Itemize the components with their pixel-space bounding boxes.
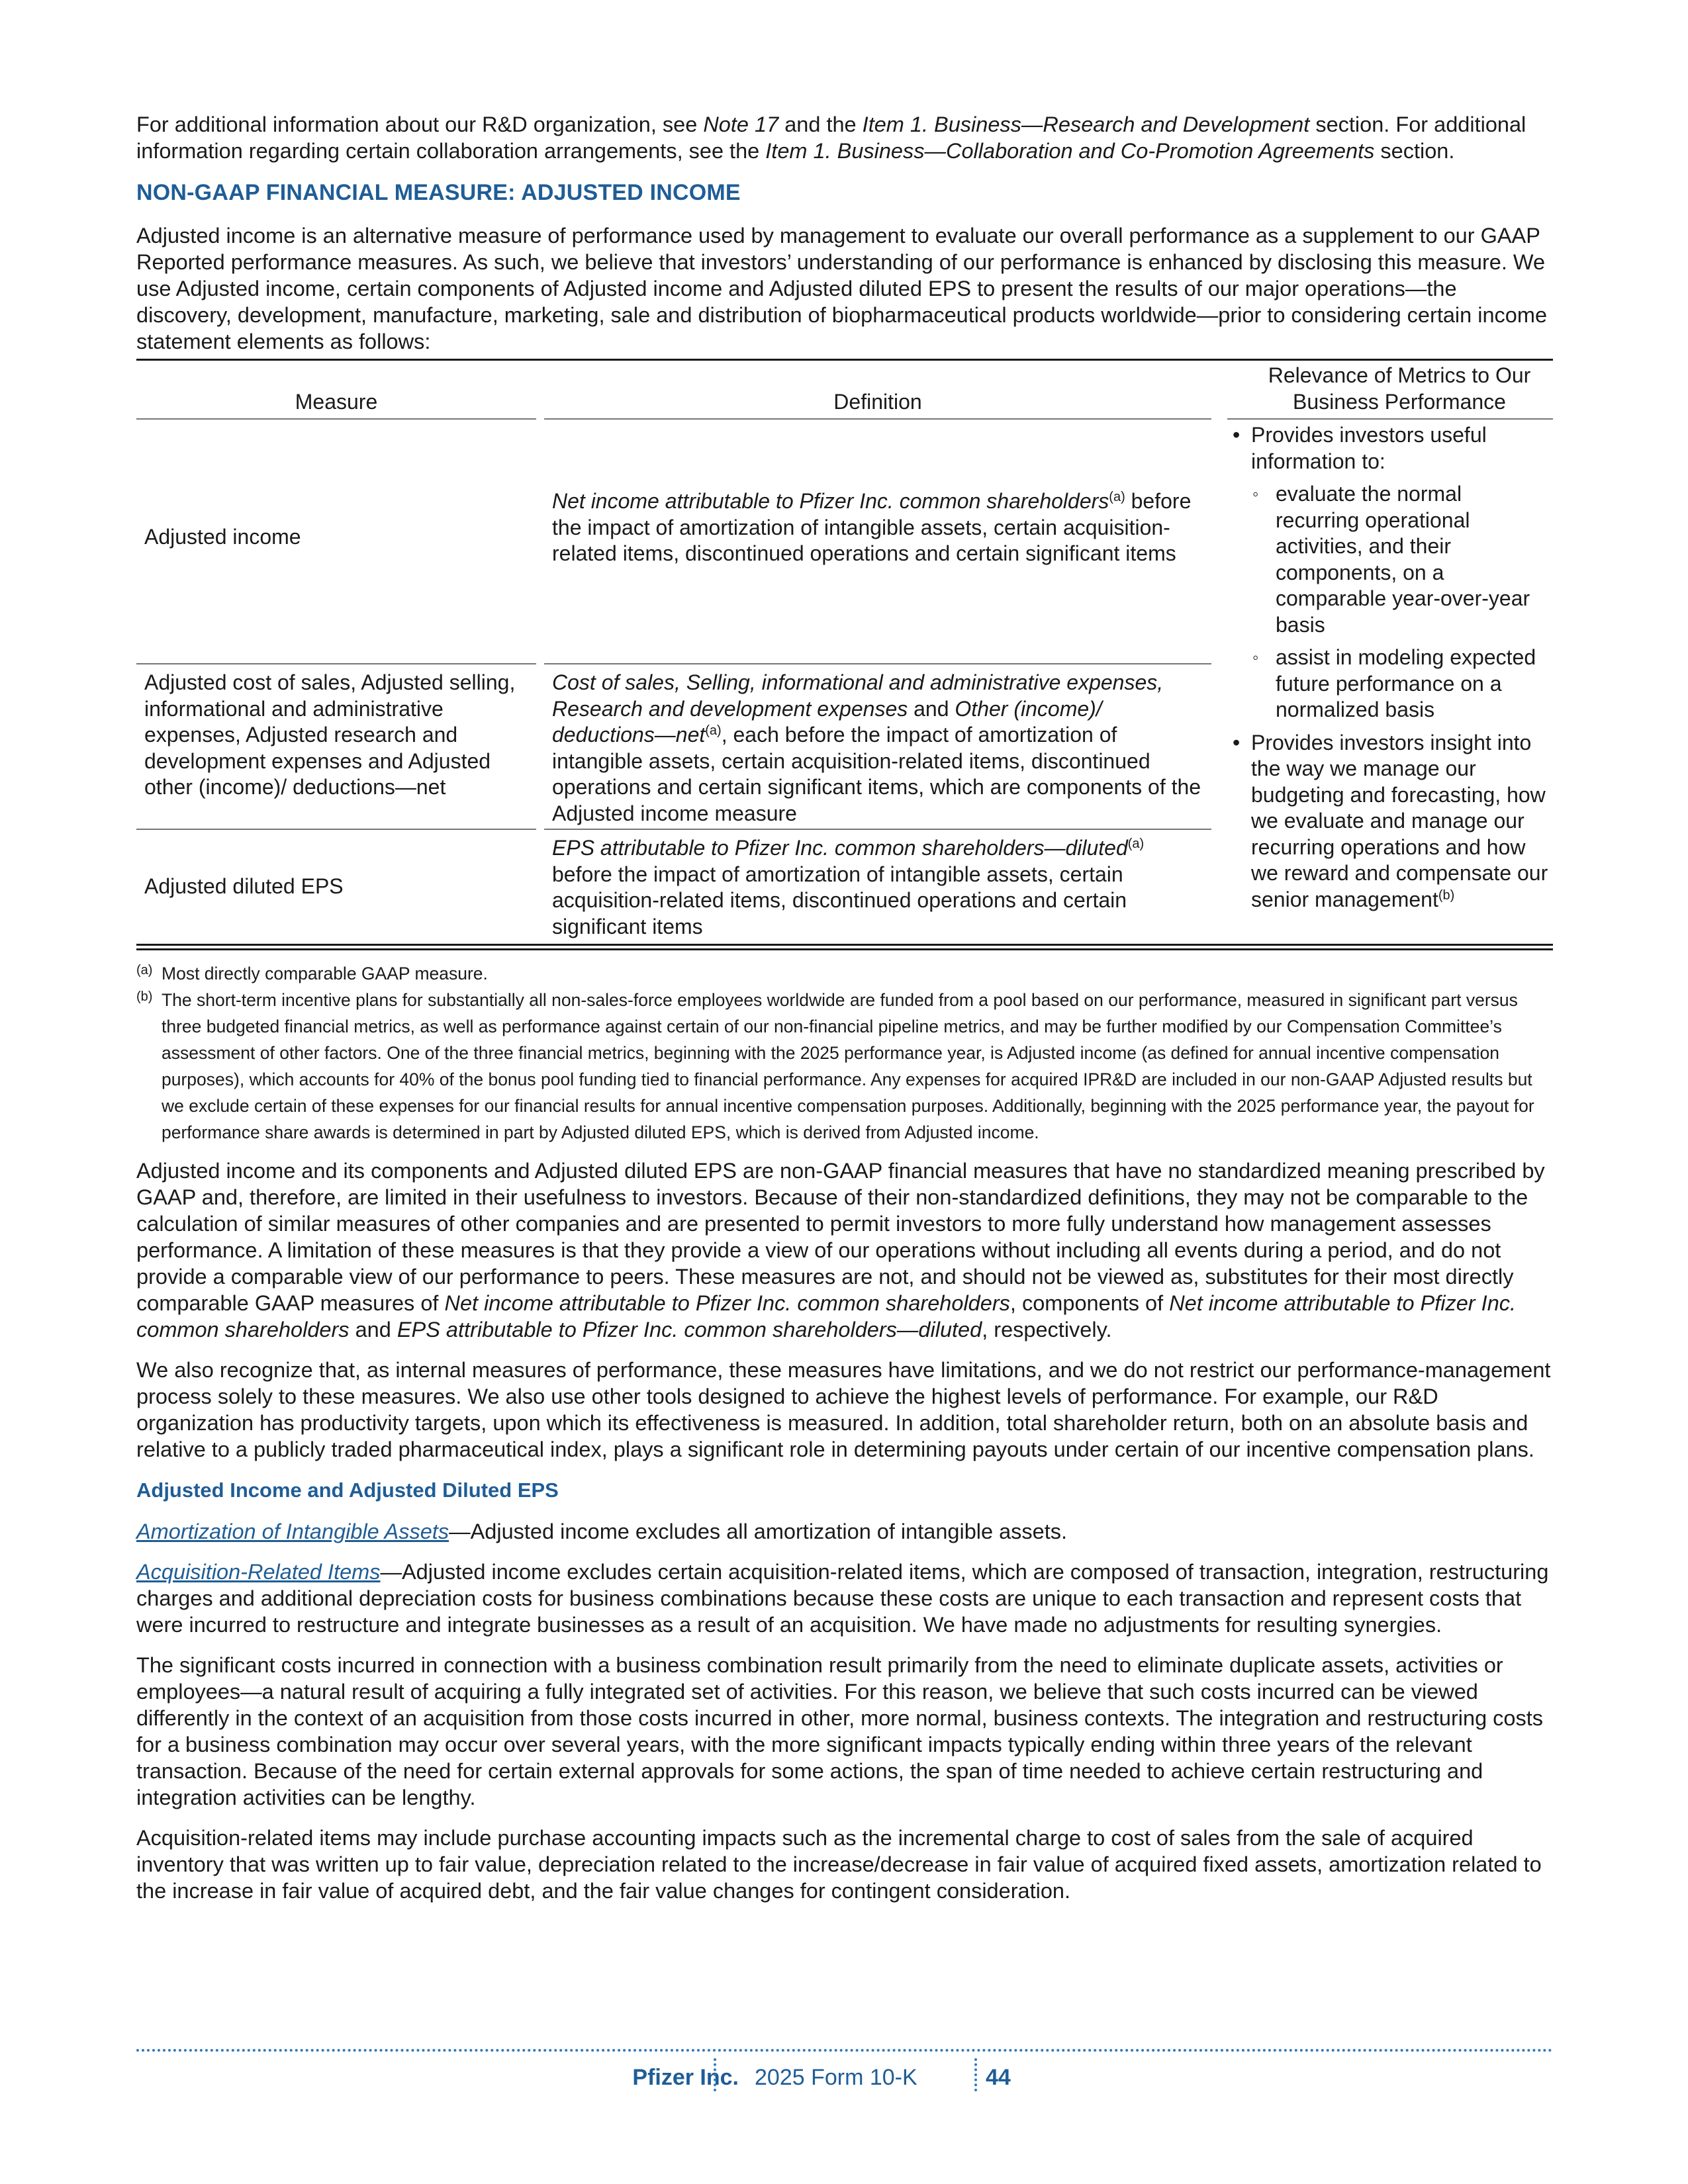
relevance-bullet-2: • Provides investors insight into the way we manage our budgeting and forecasting, how we evaluate and manage our recurring operations and how we reward and compensate our senior management$^{(b)}$ <box>1230 730 1550 913</box>
footer-page-number: 44 <box>986 2065 1011 2090</box>
section-intro: Adjusted income is an alternative measure of performance used by management to evaluate our overall performance as a supplement to our GAAP Reported performance measures. As such, we believe that investors’ understanding of our performance is enhanced by disclosing this measure. We use Adjusted income, certain components of Adjusted income and Adjusted diluted EPS to present the results of our major operations—the discovery, development, manufacture, marketing, sale and distribution of biopharmaceutical products worldwide—prior to considering certain income statement elements as follows: <box>136 224 1548 353</box>
footnote-a: (a) Most directly comparable GAAP measure. <box>136 963 488 983</box>
footer-separator-2 <box>974 2058 977 2091</box>
relevance-sublist <box>1251 481 1550 723</box>
row-2-rule-measure <box>136 829 536 830</box>
header-rule-measure <box>136 418 536 420</box>
relevance-sub-bullet-1: ◦ evaluate the normal recurring operational activities, and their components, on a comparable year-over-year basis <box>1251 481 1550 638</box>
header-relevance: Relevance of Metrics to Our Business Performance <box>1268 363 1531 414</box>
footer-dotted-rule <box>136 2049 1553 2052</box>
acquisition-paragraph: Acquisition-Related Items—Adjusted income excludes certain acquisition-related items, which are composed of transaction, integration, restructuring charges and additional depreciation costs for business combinations because these costs are unique to each transaction and represent costs that were incurred to restructure and integrate businesses as a result of an acquisition. We have made no adjustments for resulting synergies. <box>136 1560 1549 1637</box>
header-rule-definition <box>544 418 1211 420</box>
note-17-ref: Note 17 <box>703 113 779 136</box>
measures-table <box>136 359 1553 951</box>
table-row-3-definition: EPS attributable to Pfizer Inc. common shareholders—diluted$^{(a)}$ before the impact of amortization of intangible assets, certain acquisition-related items, discontinued operations and certain significant items <box>552 836 1145 938</box>
table-bottom-rule-2 <box>136 948 1553 950</box>
table-row-2-definition: Cost of sales, Selling, informational and administrative expenses, Research and development expenses and Other (income)/ deductions—net$^{(a)}$, each before the impact of amortization of intangible assets, certain acquisition-related items, discontinued operations and certain significant items, which are components of the Adjusted income measure <box>552 670 1201 825</box>
relevance-sub-bullet-2: ◦ assist in modeling expected future performance on a normalized basis <box>1251 645 1550 723</box>
table-top-rule <box>136 359 1553 361</box>
limitations-paragraph: Adjusted income and its components and Adjusted diluted EPS are non-GAAP financial measures that have no standardized meaning prescribed by GAAP and, therefore, are limited in their usefulness to investors. Because of their non-standardized definitions, they may not be comparable to the calculation of similar measures of other companies and are presented to permit investors to more fully understand how management assesses performance. A limitation of these measures is that they provide a view of our operations without including all events during a period, and do not provide a comparable view of our performance to peers. These measures are not, and should not be viewed as, substitutes for their most directly comparable GAAP measures of Net income attributable to Pfizer Inc. common shareholders, components of Net income attributable to Pfizer Inc. common shareholders and EPS attributable to Pfizer Inc. common shareholders—diluted, respectively. <box>136 1159 1545 1342</box>
row-1-rule-measure <box>136 663 536 664</box>
amortization-paragraph: Amortization of Intangible Assets—Adjusted income excludes all amortization of intangible assets. <box>136 1520 1068 1543</box>
footer-company: Pfizer Inc. <box>632 2065 739 2090</box>
footer-form: 2025 Form 10-K <box>755 2065 917 2090</box>
page-footer <box>136 2049 1553 2090</box>
purchase-accounting-paragraph: Acquisition-related items may include purchase accounting impacts such as the incremental charge to cost of sales from the sale of acquired inventory that was written up to fair value, depreciation related to the increase/decrease in fair value of acquired fixed assets, amortization related to the increase in fair value of acquired debt, and the fair value changes for contingent consideration. <box>136 1826 1542 1903</box>
relevance-cell <box>1230 422 1550 913</box>
header-definition: Definition <box>833 390 922 414</box>
item1-collab-ref: Item 1. Business—Collaboration and Co-Promotion Agreements <box>765 139 1375 163</box>
table-row-1-definition: Net income attributable to Pfizer Inc. common shareholders$^{(a)}$ before the impact of amortization of intangible assets, certain acquisition-related items, discontinued operations and certain significant items <box>552 489 1192 565</box>
section-heading: NON-GAAP FINANCIAL MEASURE: ADJUSTED INCOME <box>136 180 741 205</box>
footnotes <box>136 960 1553 1146</box>
row-2-rule-definition <box>544 829 1211 830</box>
item1-rd-ref: Item 1. Business—Research and Development <box>862 113 1310 136</box>
header-measure: Measure <box>295 390 378 414</box>
page-content <box>136 111 1553 1918</box>
table-row-3-measure: Adjusted diluted EPS <box>144 874 344 898</box>
integration-costs-paragraph: The significant costs incurred in connection with a business combination result primarily from the need to eliminate duplicate assets, activities or employees—a natural result of acquiring a fully integrated set of activities. For this reason, we believe that such costs incurred can be viewed differently in the context of an acquisition from those costs incurred in other, more normal, business contexts. The integration and restructuring costs for a business combination may occur over several years, with the more significant impacts typically ending within three years of the relevant transaction. Because of the need for certain external approvals for some actions, the span of time needed to achieve certain restructuring and integration activities can be lengthy. <box>136 1653 1544 1809</box>
footer-separator-1 <box>714 2058 716 2091</box>
table-row-1-measure: Adjusted income <box>144 525 301 549</box>
acquisition-related-link[interactable]: Acquisition-Related Items <box>136 1560 381 1584</box>
amortization-link[interactable]: Amortization of Intangible Assets <box>136 1520 449 1543</box>
recognition-paragraph: We also recognize that, as internal measures of performance, these measures have limitations, and we do not restrict our performance-management process solely to these measures. We also use other tools designed to achieve the highest levels of performance. For example, our R&D organization has productivity targets, upon which its effectiveness is measured. In addition, total shareholder return, both on an absolute basis and relative to a publicly traded pharmaceutical index, plays a significant role in determining payouts under certain of our incentive compensation plans. <box>136 1358 1551 1461</box>
relevance-list <box>1230 422 1550 913</box>
footnote-b: (b) The short-term incentive plans for substantially all non-sales-force employees worldwide are funded from a pool based on our performance, measured in significant part versus three budgeted financial metrics, as well as performance against certain of our non-financial pipeline metrics, and may be further modified by our Compensation Committee’s assessment of other factors. One of the three financial metrics, beginning with the 2025 performance year, is Adjusted income (as defined for annual incentive compensation purposes), which accounts for 40% of the bonus pool funding tied to financial performance. Any expenses for acquired IPR&D are included in our non-GAAP Adjusted results but we exclude certain of these expenses for our financial results for annual incentive compensation purposes. Additionally, beginning with the 2025 performance year, the payout for performance share awards is determined in part by Adjusted diluted EPS, which is derived from Adjusted income. <box>136 989 1534 1142</box>
table-row-2-measure: Adjusted cost of sales, Adjusted selling, informational and administrative expenses, Adjusted research and development expenses and Adjusted other (income)/ deductions—net <box>144 670 516 799</box>
subsection-heading: Adjusted Income and Adjusted Diluted EPS <box>136 1479 559 1502</box>
intro-paragraph: For additional information about our R&D organization, see Note 17 and the Item 1. Business—Research and Development section. For additional information regarding certain collaboration arrangements, see the Item 1. Business—Collaboration and Co-Promotion Agreements section. <box>136 113 1526 163</box>
relevance-bullet-1: • Provides investors useful information to: ◦ evaluate the normal recurring operational activities, and their components, on a comparable year-over-year basis ◦ assist in modeling expected future performance on a normalized basis <box>1230 422 1550 723</box>
row-1-rule-definition <box>544 663 1211 664</box>
table-bottom-rule-1 <box>136 944 1553 946</box>
header-rule-relevance <box>1227 418 1553 420</box>
